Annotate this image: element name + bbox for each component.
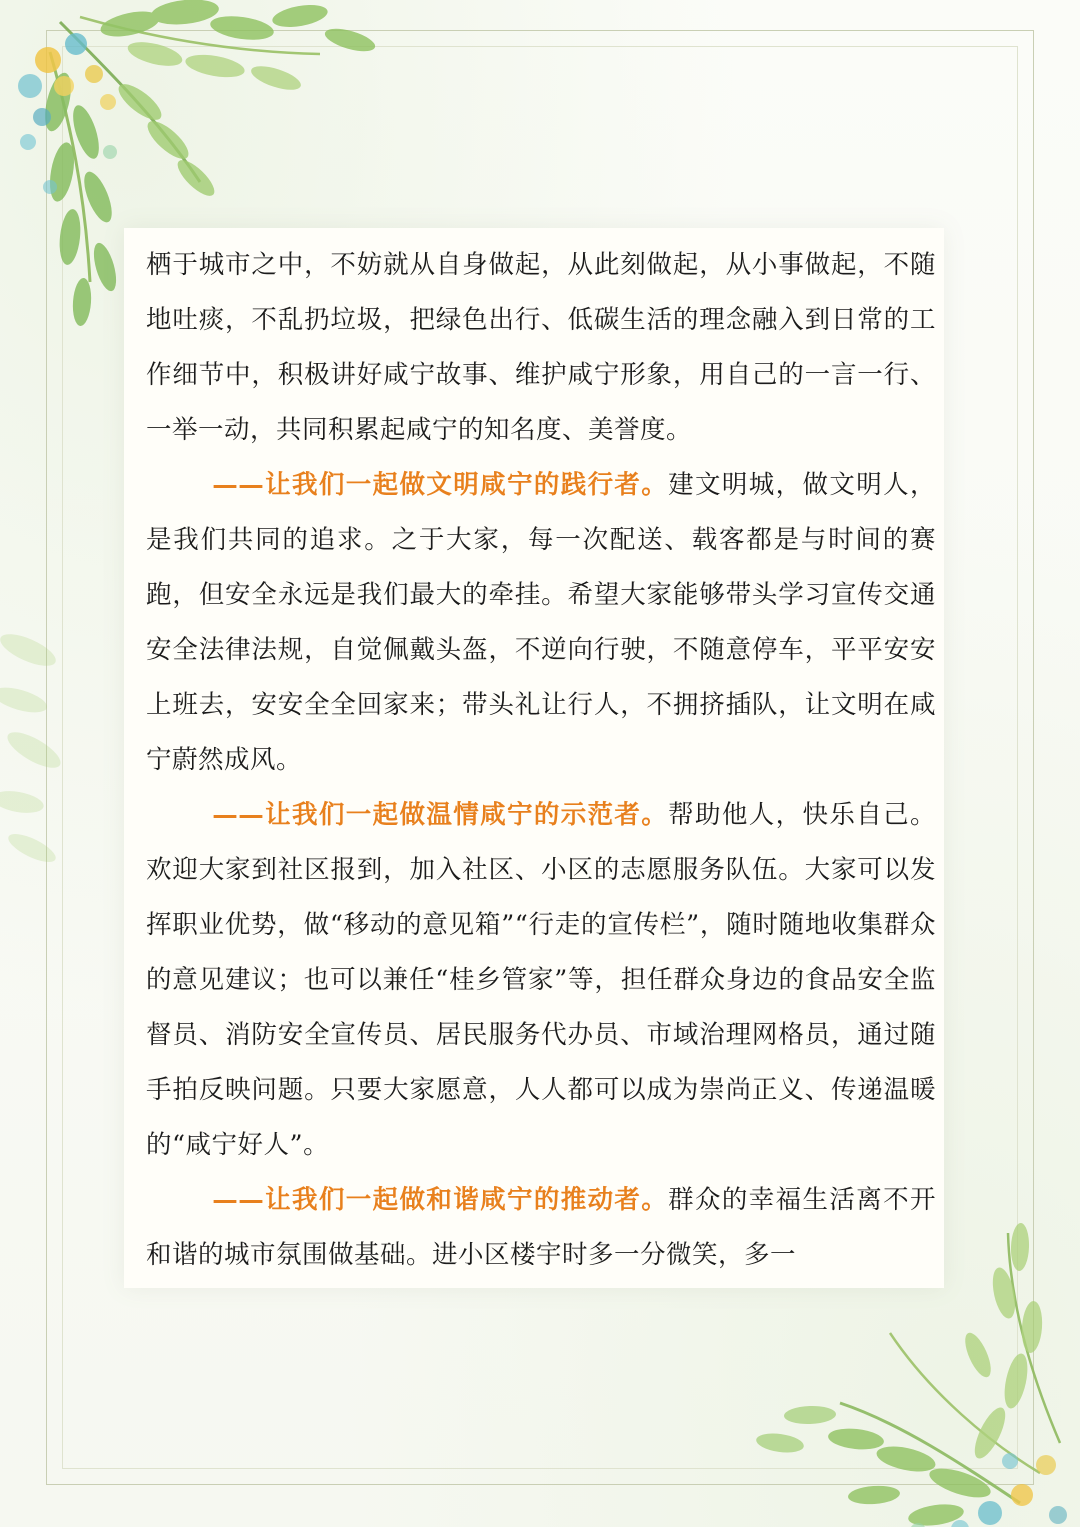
paragraph-3 [146, 788, 936, 1173]
paragraph-4-lead: ——让我们一起做和谐咸宁的推动者。 [212, 1185, 669, 1215]
paragraph-2-text: 建文明城，做文明人，是我们共同的追求。之于大家，每一次配送、载客都是与时间的赛跑，但安全永远是我们最大的牵挂。希望大家能够带头学习宣传交通安全法律法规，自觉佩戴头盔，不逆向行驶，不随意停车，平平安安上班去，安安全全回家来；带头礼让行人，不拥挤插队，让文明在咸宁蔚然成风。 [146, 470, 936, 775]
paragraph-4-text: 群众的幸福生活离不开和谐的城市氛围做基础。进小区楼宇时多一分微笑，多一 [146, 1185, 936, 1270]
paragraph-1 [146, 238, 936, 458]
document-body [146, 238, 936, 1283]
paragraph-2-lead: ——让我们一起做文明咸宁的践行者。 [212, 470, 669, 500]
paragraph-4 [146, 1173, 936, 1283]
paragraph-3-lead: ——让我们一起做温情咸宁的示范者。 [212, 800, 669, 830]
paragraph-3-text: 帮助他人，快乐自己。欢迎大家到社区报到，加入社区、小区的志愿服务队伍。大家可以发挥职业优势，做“移动的意见箱”“行走的宣传栏”，随时随地收集群众的意见建议；也可以兼任“桂乡管家”等，担任群众身边的食品安全监督员、消防安全宣传员、居民服务代办员、市域治理网格员，通过随手拍反映问题。只要大家愿意，人人都可以成为崇尚正义、传递温暖的“咸宁好人”。 [146, 800, 936, 1160]
paragraph-1-text: 栖于城市之中，不妨就从自身做起，从此刻做起，从小事做起，不随地吐痰，不乱扔垃圾，把绿色出行、低碳生活的理念融入到日常的工作细节中，积极讲好咸宁故事、维护咸宁形象，用自己的一言一行、一举一动，共同积累起咸宁的知名度、美誉度。 [146, 250, 936, 445]
paragraph-2 [146, 458, 936, 788]
